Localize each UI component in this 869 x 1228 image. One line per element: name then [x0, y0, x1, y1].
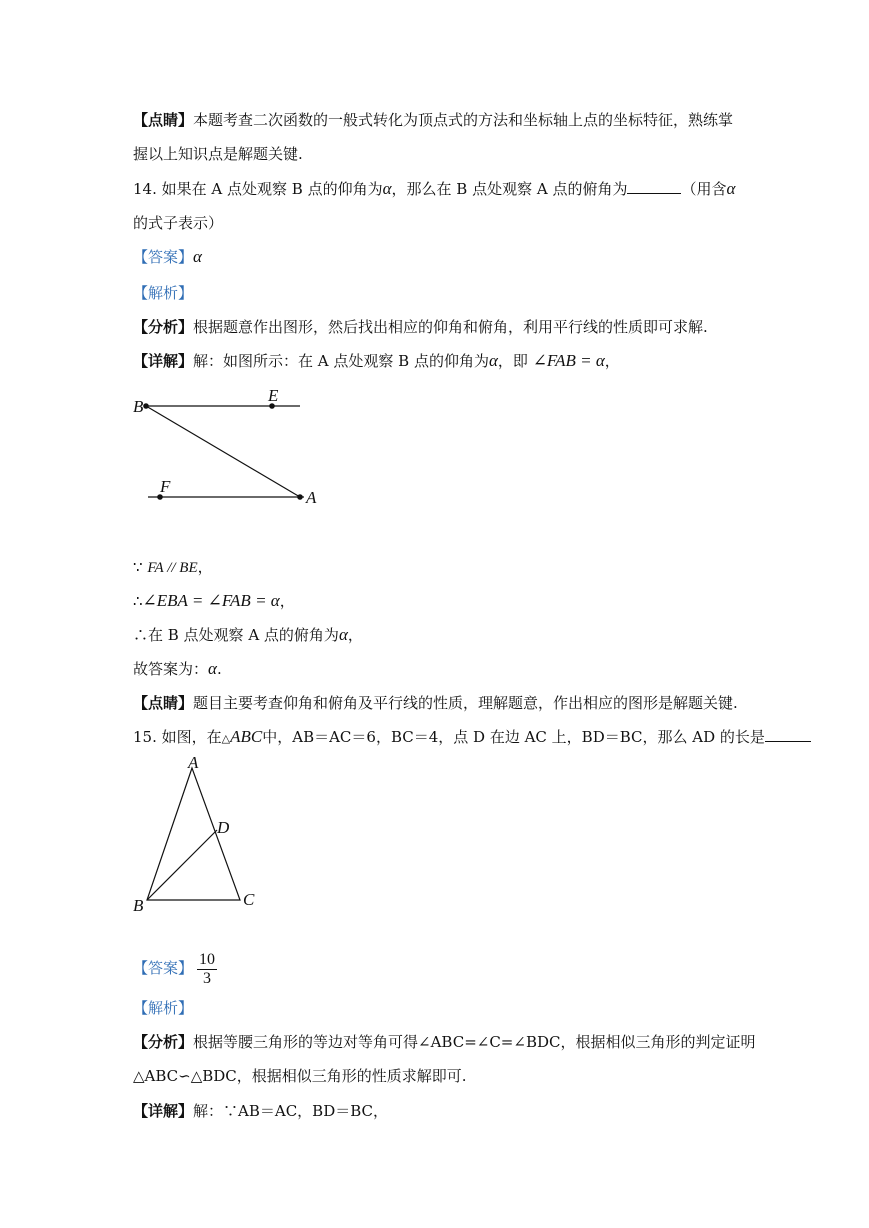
- q14-text-b: ，那么在 B 点处观察 A 点的俯角为: [391, 180, 628, 198]
- answer-blank: [765, 727, 811, 742]
- alpha-symbol: α: [208, 659, 217, 678]
- note-text-1: 本题考查二次函数的一般式转化为顶点式的方法和坐标轴上点的坐标特征，熟练掌: [193, 111, 734, 129]
- gudaan-line: [133, 658, 222, 680]
- label-a: A: [188, 753, 199, 772]
- angle-of-elevation-figure: [130, 382, 330, 512]
- q14-number: 14.: [133, 180, 157, 198]
- analysis-tag: 【解析】: [133, 999, 194, 1017]
- gudaan-text: 故答案为：: [133, 660, 209, 678]
- answer-tag: 【答案】: [133, 959, 194, 977]
- label-f: F: [160, 477, 171, 496]
- q15-xiangjie-line: [133, 1100, 388, 1122]
- fenxi-tag: 【分析】: [133, 318, 194, 336]
- q14-question-line: [133, 178, 735, 200]
- angle-fab-equation: ∠FAB = α: [532, 351, 605, 370]
- xiangjie-tag: 【详解】: [133, 352, 194, 370]
- therefore-symbol: ∴: [133, 592, 143, 610]
- triangle-symbol: △: [221, 732, 231, 745]
- angle-equality: ∠EBA = ∠FAB = α: [142, 591, 280, 610]
- q14-xiangjie-line: [133, 350, 620, 372]
- dianjing-tag: 【点睛】: [133, 111, 194, 129]
- q14-text-a: 如果在 A 点处观察 B 点的仰角为: [161, 180, 383, 198]
- point-a: [297, 494, 303, 500]
- q15-text-a: 如图，在: [161, 728, 222, 746]
- q15-answer-line: [133, 948, 217, 988]
- q15-fenxi-line: [133, 1031, 755, 1053]
- dianjing-tag: 【点睛】: [133, 694, 194, 712]
- q14-text-c: （用含: [681, 180, 727, 198]
- q14-fenxi: 根据题意作出图形，然后找出相应的仰角和俯角，利用平行线的性质即可求解.: [193, 318, 708, 336]
- q15-xiangjie: 解：∵AB＝AC，BD＝BC，: [193, 1102, 389, 1120]
- label-c: C: [243, 890, 255, 909]
- q14-question-line-2: 的式子表示）: [133, 214, 224, 232]
- q14-fenxi-line: [133, 316, 708, 338]
- triangle-figure: [130, 752, 270, 917]
- q15-number: 15.: [133, 728, 157, 746]
- q15-text-b: 中，AB＝AC＝6，BC＝4，点 D 在边 AC 上，BD＝BC，那么 AD 的长是: [262, 728, 765, 746]
- period: .: [216, 660, 222, 678]
- alpha-symbol: α: [726, 179, 736, 198]
- q14-xiangjie-b: ，即: [497, 352, 528, 370]
- therefore-text: ∴在 B 点处观察 A 点的俯角为: [133, 626, 339, 644]
- because-line: [133, 556, 213, 579]
- q14-dianjing-line: [133, 692, 738, 714]
- q14-answer: α: [193, 247, 202, 266]
- alpha-symbol: α: [488, 351, 498, 370]
- q14-dianjing: 题目主要考查仰角和俯角及平行线的性质，理解题意，作出相应的图形是解题关键.: [193, 694, 738, 712]
- comma: ，: [347, 626, 363, 644]
- fraction-numerator: 10: [199, 950, 216, 968]
- label-b: B: [133, 397, 144, 416]
- q14-xiangjie-a: 解：如图所示：在 A 点处观察 B 点的仰角为: [193, 352, 489, 370]
- answer-blank: [627, 179, 681, 194]
- label-b: B: [133, 896, 144, 915]
- q15-question-line: [133, 726, 811, 750]
- answer-tag: 【答案】: [133, 248, 194, 266]
- analysis-tag: 【解析】: [133, 284, 194, 302]
- label-e: E: [268, 386, 279, 405]
- label-d: D: [217, 818, 230, 837]
- therefore-line-2: [133, 624, 363, 646]
- alpha-symbol: α: [382, 179, 392, 198]
- triangle-abc: ABC: [230, 727, 263, 746]
- note-line-1: [133, 109, 733, 131]
- q14-answer-line: [133, 246, 202, 268]
- note-line-2: 握以上知识点是解题关键.: [133, 145, 303, 163]
- because-symbol: ∵: [133, 558, 143, 576]
- comma: ，: [197, 558, 213, 576]
- label-a: A: [306, 488, 317, 507]
- comma: ，: [279, 592, 295, 610]
- q15-fenxi-line-2: △ABC∽△BDC，根据相似三角形的性质求解即可.: [133, 1067, 467, 1085]
- therefore-line-1: [133, 590, 295, 612]
- point-b: [143, 403, 149, 409]
- fenxi-tag: 【分析】: [133, 1033, 194, 1051]
- answer-fraction: [197, 951, 217, 988]
- fraction-denominator: 3: [203, 969, 212, 987]
- q14-xiangjie-d: ，: [604, 352, 620, 370]
- alpha-symbol: α: [338, 625, 348, 644]
- segment-bd: [147, 830, 217, 900]
- parallel-statement: FA // BE: [147, 560, 198, 576]
- xiangjie-tag: 【详解】: [133, 1102, 194, 1120]
- q15-fenxi-1: 根据等腰三角形的等边对等角可得∠ABC=∠C=∠BDC，根据相似三角形的判定证明: [193, 1033, 756, 1051]
